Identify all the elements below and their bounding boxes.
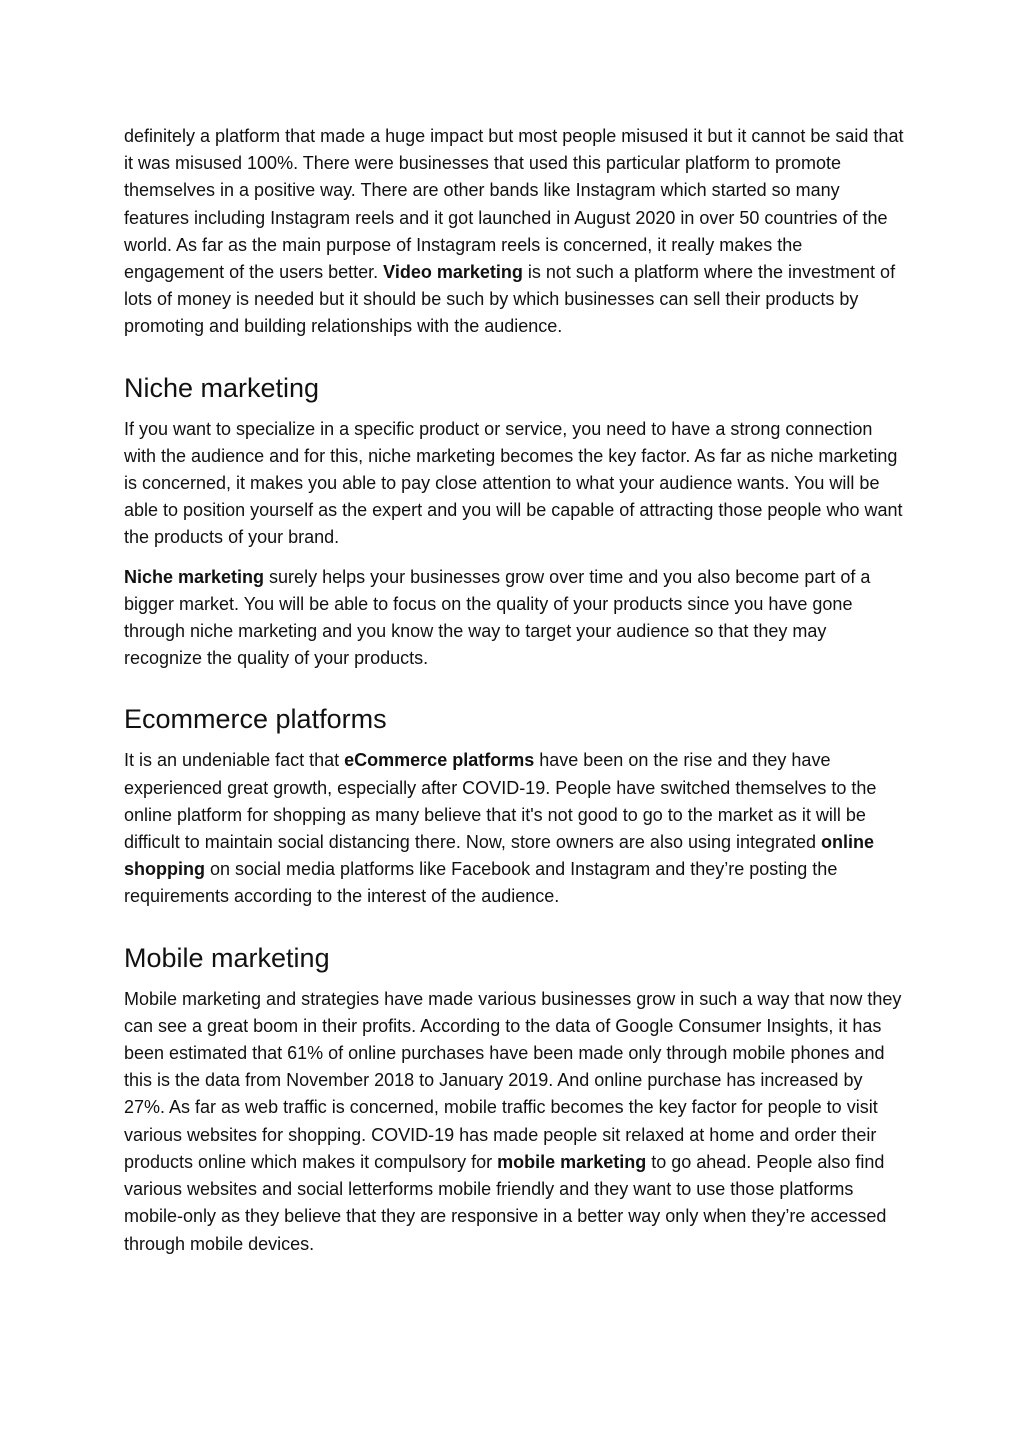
- niche-marketing-bold: Niche marketing: [124, 566, 265, 587]
- niche-paragraph-2-text: surely helps your businesses grow over time and you also become part of a bigger market. You will be able to focus on the quality of your products since you have gone through niche marketing and you know the way to target your audience so that they may recognize the quality of your products.: [124, 566, 871, 669]
- video-marketing-bold: Video marketing: [383, 262, 523, 283]
- mobile-paragraph: [124, 986, 904, 1258]
- mobile-marketing-heading: Mobile marketing: [124, 942, 330, 973]
- niche-marketing-heading: Niche marketing: [124, 372, 320, 403]
- ecommerce-text-1: It is an undeniable fact that: [124, 750, 345, 771]
- mobile-text-2: to go ahead. People also find various websites and social letterforms mobile friendly and they want to use those platforms mobile-only as they believe that they are responsive in a better way only when they’re accessed through mobile devices.: [124, 1151, 887, 1254]
- ecommerce-paragraph: [124, 747, 904, 910]
- niche-paragraph-1: If you want to specialize in a specific product or service, you need to have a strong connection with the audience and for this, niche marketing becomes the key factor. As far as niche marketing is concerned, it makes you able to pay close attention to what your audience wants. You will be able to position yourself as the expert and you will be capable of attracting those people who want the products of your brand.: [124, 418, 903, 548]
- intro-text-2: is not such a platform where the investment of lots of money is needed but it should be such by which businesses can sell their products by promoting and building relationships with the audience.: [124, 262, 896, 337]
- mobile-marketing-bold: mobile marketing: [497, 1151, 647, 1172]
- mobile-text-1: Mobile marketing and strategies have made various businesses grow in such a way that now they can see a great boom in their profits. According to the data of Google Consumer Insights, it has been estimated that 61% of online purchases have been made only through mobile phones and this is the data from November 2018 to January 2019. And online purchase has increased by 27%. As far as web traffic is concerned, mobile traffic becomes the key factor for people to visit various websites for shopping. COVID-19 has made people sit relaxed at home and order their products online which makes it compulsory for: [124, 988, 902, 1172]
- ecommerce-text-2: have been on the rise and they have experienced great growth, especially after COVID-19. People have switched themselves to the online platform for shopping as many believe that it's not good to go to the market as it will be difficult to maintain social distancing there. Now, store owners are also using integrated: [124, 750, 877, 853]
- ecommerce-text-3: on social media platforms like Facebook and Instagram and they’re posting the requirements according to the interest of the audience.: [124, 859, 838, 907]
- ecommerce-platforms-heading: Ecommerce platforms: [124, 704, 387, 735]
- niche-paragraph-2: [124, 564, 904, 673]
- document-page: [124, 123, 904, 1258]
- ecommerce-platforms-bold: eCommerce platforms: [344, 750, 535, 771]
- intro-paragraph: [124, 123, 904, 341]
- online-shopping-bold: online shopping: [124, 832, 875, 880]
- intro-text-1: definitely a platform that made a huge impact but most people misused it but it cannot be said that it was misused 100%. There were businesses that used this particular platform to promote themselves in a positive way. There are other bands like Instagram which started so many features including Instagram reels and it got launched in August 2020 in over 50 countries of the world. As far as the main purpose of Instagram reels is concerned, it really makes the engagement of the users better.: [124, 126, 904, 283]
